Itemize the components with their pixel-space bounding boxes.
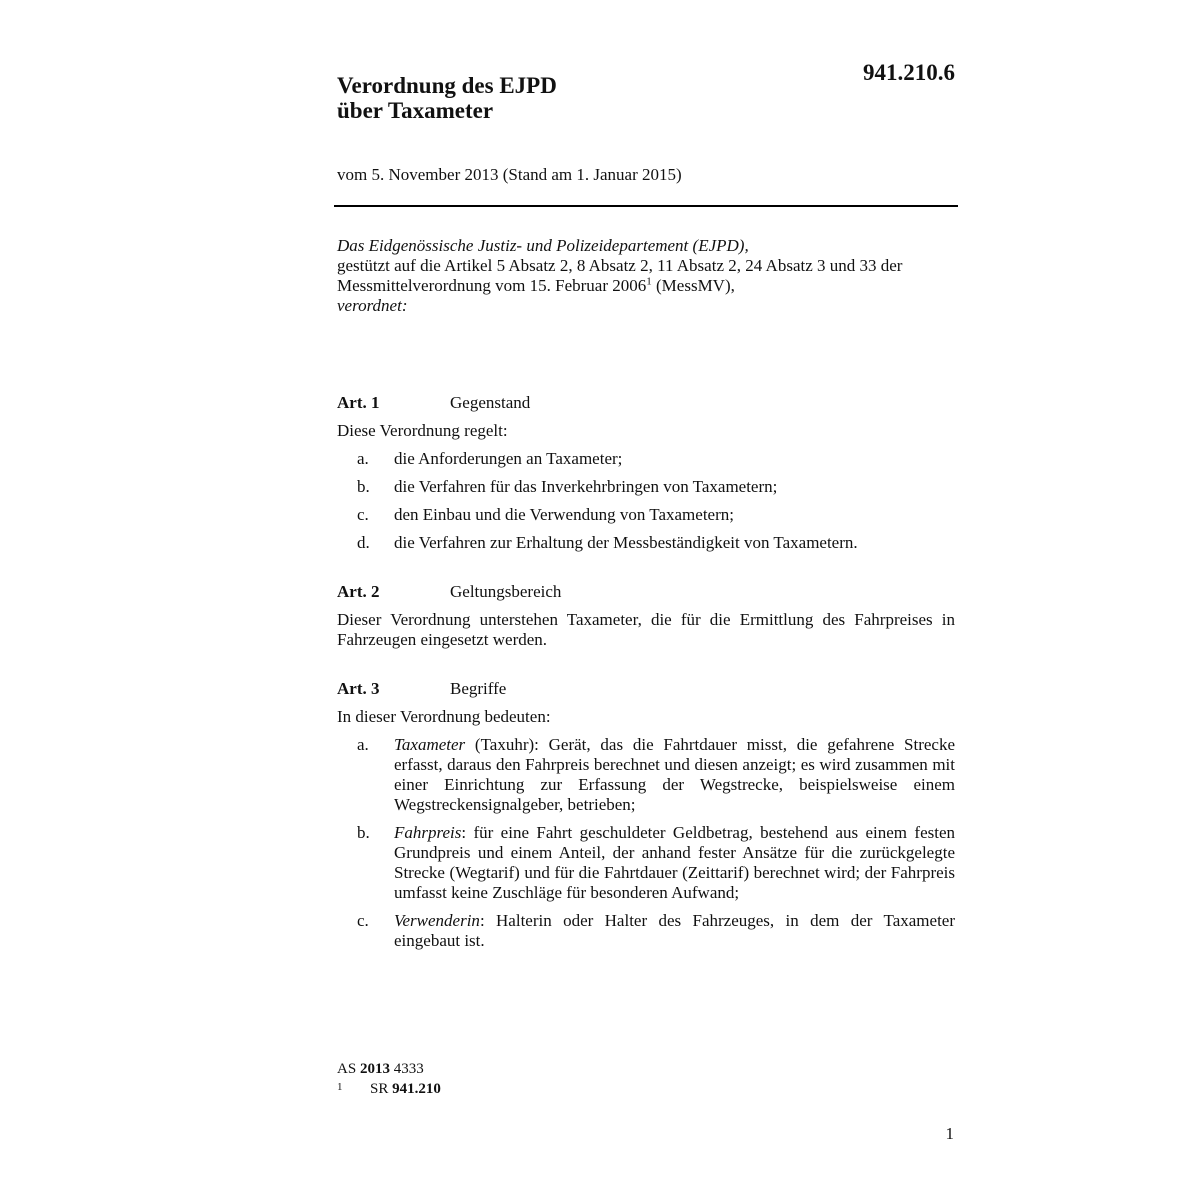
defined-term: Verwenderin <box>394 911 480 930</box>
article-heading <box>337 582 955 602</box>
list-item <box>337 735 955 815</box>
list-item <box>337 533 955 553</box>
article-number: Art. 1 <box>337 393 380 412</box>
article-list <box>337 735 955 951</box>
article-1 <box>337 393 955 561</box>
article-title: Geltungsbereich <box>450 582 562 601</box>
article-intro: In dieser Verordnung bedeuten: <box>337 707 551 726</box>
footer-notes <box>337 1059 441 1099</box>
basis-line-2-end: (MessMV), <box>651 276 735 295</box>
article-3 <box>337 679 955 959</box>
list-item <box>337 823 955 903</box>
footnote-ref[interactable]: 1 <box>646 275 652 288</box>
document-date: vom 5. November 2013 (Stand am 1. Januar 2015) <box>337 165 682 184</box>
as-page: 4333 <box>389 1061 424 1077</box>
item-letter: b. <box>357 823 370 842</box>
definition-text: : für eine Fahrt geschuldeter Geldbetrag, bestehend aus einem festen Grundpreis und einem Anteil, der anhand fester Ansätze für die zurückgelegte Strecke (Wegtarif) und für die Fahrtdauer (Zeittarif) berechnet wird; der Fahrpreis umfasst keine Zuschläge für besonderen Aufwand; <box>394 823 955 902</box>
footnote-1 <box>337 1079 441 1099</box>
list-item <box>337 911 955 951</box>
item-letter: a. <box>357 735 369 754</box>
document-title <box>337 73 557 123</box>
basis-line-2-start: Messmittelverordnung vom 15. Februar 2006 <box>337 276 647 295</box>
article-intro: Diese Verordnung regelt: <box>337 421 508 440</box>
as-year: 2013 <box>359 1061 390 1077</box>
item-letter: c. <box>357 911 369 930</box>
item-text: die Verfahren für das Inverkehrbringen von Taxametern; <box>394 477 778 496</box>
article-title: Gegenstand <box>450 393 531 412</box>
item-letter: b. <box>357 477 370 496</box>
sr-number: 941.210.6 <box>863 60 955 85</box>
sr-prefix: SR <box>370 1081 393 1097</box>
definition-text: (Taxuhr): Gerät, das die Fahrtdauer misst, die gefahrene Strecke erfasst, daraus den Fahrpreis berechnet und diesen anzeigt; es wird zusammen mit einer Einrichtung zur Erfassung der Wegstrecke, beispielsweise einem Wegstreckensignalgeber, betrieben; <box>394 735 955 814</box>
item-letter: d. <box>357 533 370 552</box>
sr-value: 941.210 <box>392 1081 441 1097</box>
item-text: den Einbau und die Verwendung von Taxametern; <box>394 505 734 524</box>
definition-text: : Halterin oder Halter des Fahrzeuges, in dem der Taxameter eingebaut ist. <box>394 911 955 950</box>
item-text <box>394 823 955 903</box>
basis-line-1: gestützt auf die Artikel 5 Absatz 2, 8 Absatz 2, 11 Absatz 2, 24 Absatz 3 und 33 der <box>337 256 903 275</box>
item-text: die Verfahren zur Erhaltung der Messbeständigkeit von Taxametern. <box>394 533 858 552</box>
title-line-2: über Taxameter <box>337 98 494 123</box>
article-list <box>337 449 955 553</box>
item-letter: a. <box>357 449 369 468</box>
defined-term: Fahrpreis <box>394 823 462 842</box>
preamble-authority: Das Eidgenössische Justiz- und Polizeidepartement (EJPD), <box>337 236 749 255</box>
header-divider <box>334 205 958 207</box>
article-title: Begriffe <box>450 679 507 698</box>
preamble-basis <box>337 256 955 296</box>
as-reference <box>337 1059 441 1079</box>
article-heading <box>337 393 955 413</box>
item-text: die Anforderungen an Taxameter; <box>394 449 623 468</box>
article-2 <box>337 582 955 650</box>
footnote-text <box>370 1079 441 1099</box>
article-intro: Dieser Verordnung unterstehen Taxameter, die für die Ermittlung des Fahrpreises in Fahrzeugen eingesetzt werden. <box>337 610 955 649</box>
footnote-mark: 1 <box>337 1081 343 1093</box>
list-item <box>337 505 955 525</box>
item-text <box>394 911 955 951</box>
article-heading <box>337 679 955 699</box>
page-number: 1 <box>945 1124 954 1143</box>
title-line-1: Verordnung des EJPD <box>337 73 557 98</box>
preamble <box>337 236 955 316</box>
preamble-verb: verordnet: <box>337 296 408 315</box>
list-item <box>337 477 955 497</box>
article-number: Art. 2 <box>337 582 380 601</box>
item-letter: c. <box>357 505 369 524</box>
defined-term: Taxameter <box>394 735 466 754</box>
as-prefix: AS <box>337 1061 360 1077</box>
list-item <box>337 449 955 469</box>
item-text <box>394 735 955 815</box>
article-number: Art. 3 <box>337 679 380 698</box>
